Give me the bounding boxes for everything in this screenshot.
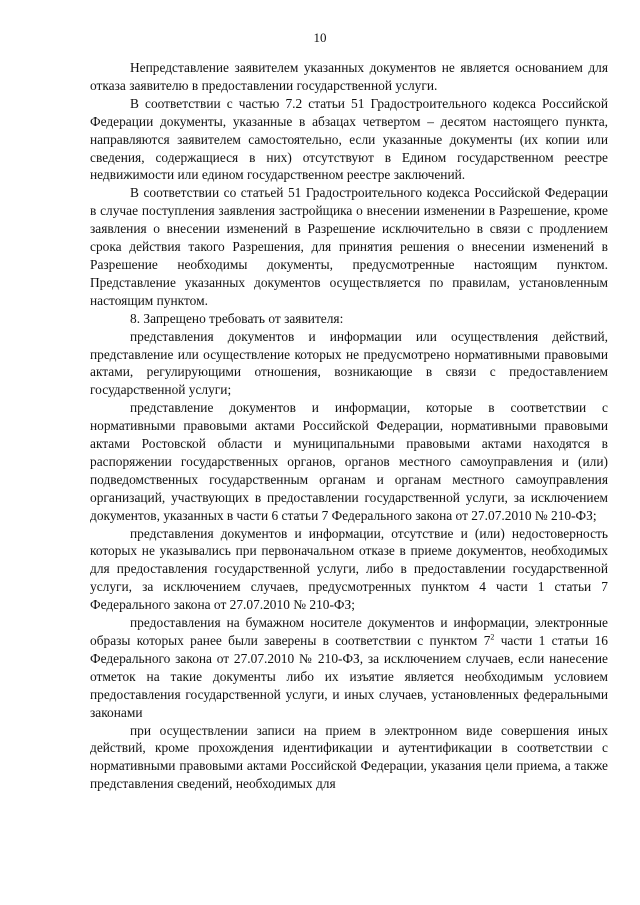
paragraph-8-before: предоставления на бумажном носителе документов и информации, электронные образы которых ранее были заверены в соответствии с пунктом 7: [90, 615, 608, 648]
paragraph-8: [90, 614, 608, 721]
superscript: 2: [490, 632, 495, 642]
page-number: 10: [313, 30, 327, 45]
paragraph-7: представления документов и информации, отсутствие и (или) недостоверность которых не указывались при первоначальном отказе в приеме документов, необходимых для предоставления государственной услуги, либо в предоставлении государственной услуги, за исключением случаев, предусмотренных пунктом 4 части 1 статьи 7 Федерального закона от 27.07.2010 № 210-ФЗ;: [90, 525, 608, 613]
paragraph-3: В соответствии со статьей 51 Градостроительного кодекса Российской Федерации в случае поступления заявления застройщика о внесении изменении в Разрешение, кроме заявления о внесении изменений в Разрешение исключительно в связи с продлением срока действия такого Разрешения, для принятия решения о внесении изменений в Разрешение необходимы документы, предусмотренные настоящим пунктом. Представление указанных документов осуществляется по правилам, установленным настоящим пунктом.: [90, 185, 608, 308]
paragraph-2: В соответствии с частью 7.2 статьи 51 Градостроительного кодекса Российской Федерации документы, указанные в абзацах четвертом – десятом настоящего пункта, направляются заявителем самостоятельно, если указанные документы (их копии или сведения, содержащиеся в них) отсутствуют в Едином государственном реестре недвижимости или едином государственном реестре заключений.: [90, 95, 608, 183]
paragraph-9: при осуществлении записи на прием в электронном виде совершения иных действий, кроме прохождения идентификации и аутентификации в соответствии с нормативными правовыми актами Российской Федерации, указания цели приема, а также представления сведений, необходимых для: [90, 722, 608, 792]
document-body: [90, 59, 608, 793]
paragraph-4: 8. Запрещено требовать от заявителя:: [130, 310, 344, 326]
paragraph-6: представление документов и информации, которые в соответствии с нормативными правовыми актами Российской Федерации, нормативными правовыми актами Ростовской области и муниципальными правовыми актами находятся в распоряжении государственных органов, органов местного самоуправления и (или) подведомственных государственным органам и органам местного самоуправления организаций, участвующих в предоставлении государственной услуги, за исключением документов, указанных в части 6 статьи 7 Федерального закона от 27.07.2010 № 210-ФЗ;: [90, 400, 608, 523]
paragraph-1: Непредставление заявителем указанных документов не является основанием для отказа заявителю в предоставлении государственной услуги.: [90, 60, 608, 93]
paragraph-5: представления документов и информации или осуществления действий, представление или осуществление которых не предусмотрено нормативными правовыми актами, регулирующими отношения, возникающие в связи с предоставлением государственной услуги;: [90, 328, 608, 398]
paragraph-8-after: части 1 статьи 16 Федерального закона от 27.07.2010 № 210-ФЗ, за исключением случаев, если нанесение отметок на такие документы либо их изъятие является необходимым условием предоставления государственной услуги, и иных случаев, установленных федеральными законами: [90, 633, 608, 720]
